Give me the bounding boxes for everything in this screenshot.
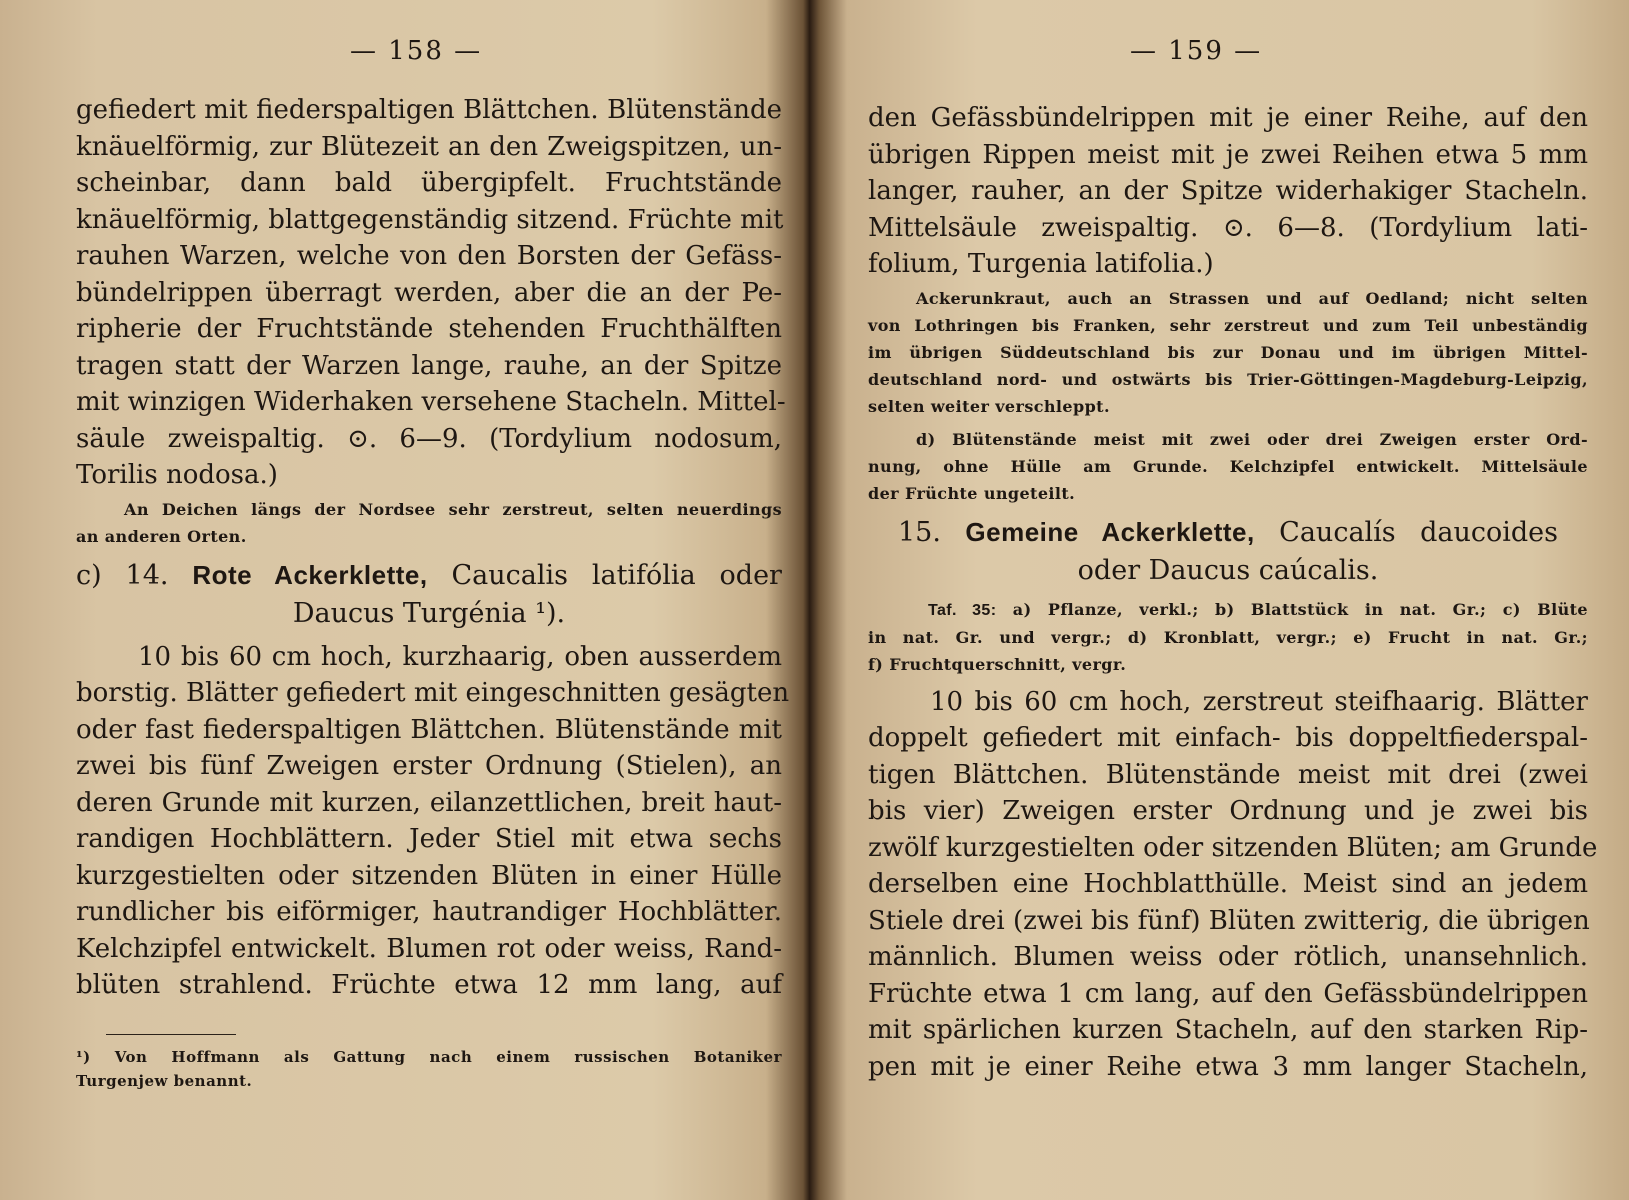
paragraph (76, 92, 786, 494)
text-line: 10 bis 60 cm hoch, kurzhaarig, oben ausserdem (138, 641, 782, 672)
habitat-note (76, 496, 782, 550)
text-line: Mittelsäule zweispaltig. ⊙. 6—8. (Tordylium lati- (868, 212, 1588, 243)
left-page-text (76, 92, 790, 1093)
species-latin: Caucalis latifólia oder (451, 559, 782, 591)
text-line: knäuelförmig, blattgegenständig sitzend. Früchte mit (76, 204, 784, 235)
text-line: doppelt gefiedert mit einfach- bis doppeltfiederspal- (868, 723, 1588, 753)
text-line: Kelchzipfel entwickelt. Blumen rot oder weiss, Rand- (76, 933, 782, 964)
paragraph (76, 639, 790, 1004)
text-line: f) Fruchtquerschnitt, vergr. (868, 654, 1127, 674)
right-page-text (868, 100, 1598, 1085)
text-line: scheinbar, dann bald übergipfelt. Fruchtstände (76, 168, 782, 198)
text-line: im übrigen Süddeutschland bis zur Donau und im übrigen Mittel- (868, 342, 1588, 362)
text-line: Früchte etwa 1 cm lang, auf den Gefässbündelrippen (868, 978, 1588, 1009)
species-heading-15 (868, 513, 1588, 590)
text-line: nung, ohne Hülle am Grunde. Kelchzipfel entwickelt. Mittelsäule (868, 456, 1588, 476)
page-number: — 159 — (1130, 36, 1263, 66)
text-line: randigen Hochblättern. Jeder Stiel mit etwa sechs (76, 824, 782, 854)
text-line: selten weiter verschleppt. (868, 396, 1110, 416)
text-line: gefiedert mit fiederspaltigen Blättchen. Blütenstände (76, 95, 782, 125)
plate-label: Taf. 35: (928, 601, 997, 619)
text-line: rauhen Warzen, welche von den Borsten der Gefäss- (76, 241, 782, 271)
text-line: tigen Blättchen. Blütenstände meist mit drei (zwei (868, 759, 1588, 790)
text-line: bündelrippen überragt werden, aber die an der Pe- (76, 277, 782, 308)
text-line: oder fast fiederspaltigen Blättchen. Blütenstände mit (76, 714, 782, 745)
text-line: an anderen Orten. (76, 526, 247, 546)
text-line: bis vier) Zweigen erster Ordnung und je zwei bis (868, 796, 1588, 826)
text-line: mit winzigen Widerhaken versehene Stacheln. Mittel- (76, 387, 786, 417)
text-line: 10 bis 60 cm hoch, zerstreut steifhaarig. Blätter (930, 686, 1588, 717)
species-name: Rote Ackerklette, (192, 559, 428, 590)
text-line: blüten strahlend. Früchte etwa 12 mm lang, auf (76, 970, 782, 1000)
text-line: ripherie der Fruchtstände stehenden Fruchthälften (76, 314, 782, 344)
text-line: langer, rauher, an der Spitze widerhakiger Stacheln. (868, 176, 1588, 206)
text-line: knäuelförmig, zur Blütezeit an den Zweigspitzen, un- (76, 131, 782, 162)
heading-prefix: 15. (898, 516, 941, 548)
paragraph (868, 684, 1598, 1086)
species-name: Gemeine Ackerklette, (965, 516, 1255, 547)
text-line: zwei bis fünf Zweigen erster Ordnung (Stielen), an (76, 751, 782, 781)
species-latin-line2: Daucus Turgénia ¹). (292, 597, 566, 629)
text-line: deren Grunde mit kurzen, eilanzettlichen, breit haut- (76, 787, 782, 818)
text-line: von Lothringen bis Franken, sehr zerstreut und zum Teil unbeständig (868, 315, 1588, 335)
species-latin: Caucalís daucoides (1279, 516, 1558, 548)
text-line: folium, Turgenia latifolia.) (868, 249, 1214, 279)
text-line: Turgenjew benannt. (76, 1071, 253, 1090)
plate-text: a) Pflanze, verkl.; b) Blattstück in nat. Gr.; c) Blüte (1012, 599, 1589, 619)
text-line: säule zweispaltig. ⊙. 6—9. (Tordylium nodosum, (76, 423, 782, 454)
text-line: männlich. Blumen weiss oder rötlich, unansehnlich. (868, 942, 1588, 972)
text-line: übrigen Rippen meist mit je zwei Reihen etwa 5 mm (868, 139, 1588, 170)
habitat-note (868, 285, 1588, 420)
key-d (868, 426, 1588, 507)
left-page (0, 0, 800, 1200)
text-line: in nat. Gr. und vergr.; d) Kronblatt, vergr.; e) Frucht in nat. Gr.; (868, 627, 1588, 647)
plate-reference (868, 596, 1588, 678)
text-line: pen mit je einer Reihe etwa 3 mm langer Stacheln, (868, 1051, 1588, 1082)
text-line: der Früchte ungeteilt. (868, 483, 1076, 503)
footnote (76, 1045, 782, 1093)
text-line: zwölf kurzgestielten oder sitzenden Blüten; am Grunde (868, 832, 1598, 863)
text-line: d) Blütenstände meist mit zwei oder drei Zweigen erster Ord- (916, 429, 1588, 449)
footnote-divider (106, 1034, 236, 1035)
page-number: — 158 — (350, 36, 483, 66)
text-line: rundlicher bis eiförmiger, hautrandiger Hochblätter. (76, 897, 782, 927)
species-latin-line2: oder Daucus caúcalis. (1077, 554, 1379, 586)
paragraph (868, 100, 1588, 283)
text-line: borstig. Blätter gefiedert mit eingeschnitten gesägten (76, 678, 790, 708)
text-line: Stiele drei (zwei bis fünf) Blüten zwitterig, die übrigen (868, 905, 1590, 936)
text-line: tragen statt der Warzen lange, rauhe, an der Spitze (76, 350, 782, 381)
heading-prefix: c) 14. (76, 559, 169, 591)
text-line: kurzgestielten oder sitzenden Blüten in einer Hülle (76, 860, 782, 891)
text-line: ¹) Von Hoffmann als Gattung nach einem russischen Botaniker (76, 1047, 782, 1066)
text-line: Ackerunkraut, auch an Strassen und auf Oedland; nicht selten (916, 288, 1588, 308)
text-line: Torilis nodosa.) (76, 460, 278, 490)
right-page (820, 0, 1629, 1200)
text-line: deutschland nord- und ostwärts bis Trier-Göttingen-Magdeburg-Leipzig, (868, 369, 1588, 389)
text-line: den Gefässbündelrippen mit je einer Reihe, auf den (868, 103, 1588, 133)
species-heading-14 (76, 556, 782, 633)
text-line: An Deichen längs der Nordsee sehr zerstreut, selten neuerdings (124, 499, 782, 519)
text-line: mit spärlichen kurzen Stacheln, auf den starken Rip- (868, 1015, 1588, 1045)
text-line: derselben eine Hochblatthülle. Meist sind an jedem (868, 869, 1588, 899)
